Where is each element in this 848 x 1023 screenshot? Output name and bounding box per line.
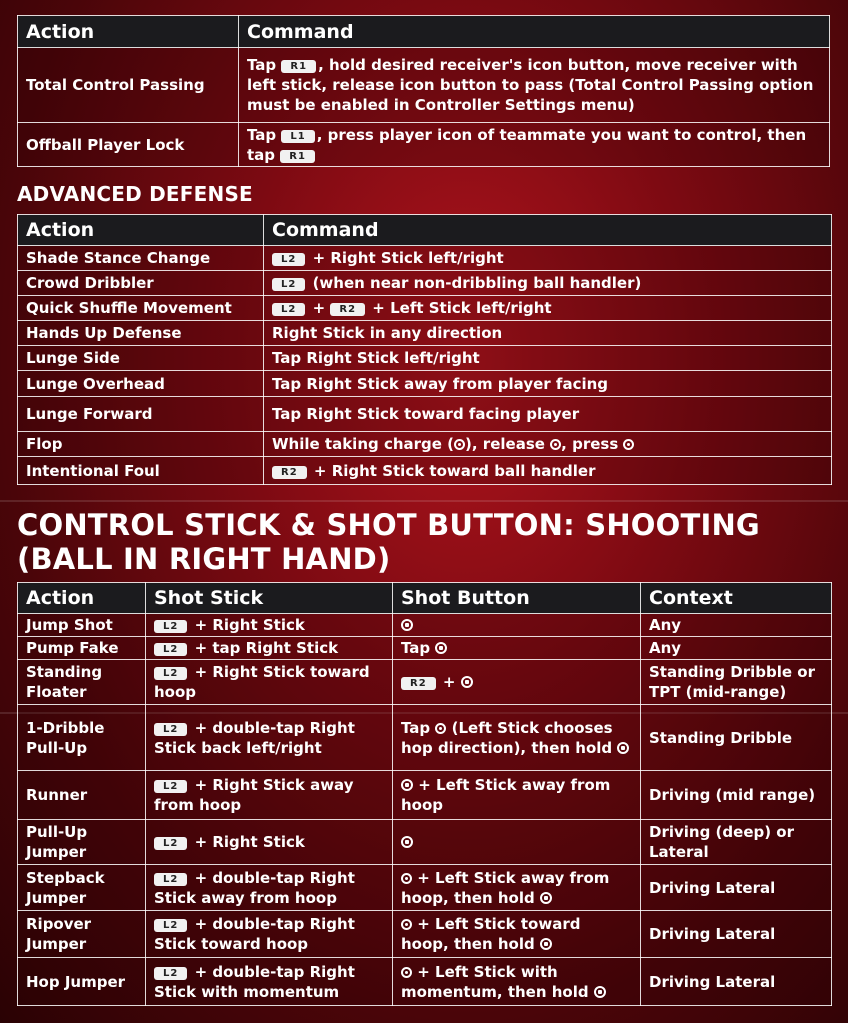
circle-button-icon (401, 919, 412, 930)
shooting-table (17, 582, 832, 1006)
action-cell: Stepback Jumper (18, 865, 146, 911)
table-row (18, 321, 832, 346)
command-cell: Tap Right Stick left/right (264, 346, 832, 371)
command-cell: L2 (when near non-dribbling ball handler) (264, 271, 832, 296)
l2-button-icon: L2 (154, 780, 187, 793)
circle-button-icon (401, 873, 412, 884)
table-row (18, 660, 832, 705)
table-row (18, 958, 832, 1006)
advanced-defense-table (17, 214, 832, 485)
col-header-action: Action (18, 583, 146, 614)
square-button-icon (540, 892, 552, 904)
action-cell: Crowd Dribbler (18, 271, 264, 296)
r1-button-icon: R1 (280, 150, 315, 163)
square-button-icon (401, 619, 413, 631)
shot-stick-cell: L2 + Right Stick toward hoop (146, 660, 393, 705)
context-cell: Driving Lateral (641, 865, 832, 911)
command-cell: R2 + Right Stick toward ball handler (264, 457, 832, 485)
context-cell: Standing Dribble or TPT (mid-range) (641, 660, 832, 705)
table-row (18, 346, 832, 371)
shot-button-cell: R2 + (393, 660, 641, 705)
square-button-icon (401, 779, 413, 791)
table-row (18, 911, 832, 958)
action-cell: Hands Up Defense (18, 321, 264, 346)
r2-button-icon: R2 (272, 466, 307, 479)
table-row (18, 246, 832, 271)
col-header-action: Action (18, 215, 264, 246)
shot-button-cell (393, 614, 641, 637)
title-line-2: (BALL IN RIGHT HAND) (17, 542, 391, 576)
table-row (18, 614, 832, 637)
square-button-icon (594, 986, 606, 998)
action-cell: Total Control Passing (18, 48, 239, 123)
table-row (18, 705, 832, 771)
table-row (18, 123, 830, 167)
context-cell: Any (641, 614, 832, 637)
action-cell: Pump Fake (18, 637, 146, 660)
action-cell: Quick Shuffle Movement (18, 296, 264, 321)
command-cell: Tap L1 , press player icon of teammate you want to control, then tap R1 (239, 123, 830, 167)
l2-button-icon: L2 (154, 837, 187, 850)
square-button-icon (401, 836, 413, 848)
table-row (18, 271, 832, 296)
action-cell: Lunge Overhead (18, 371, 264, 397)
col-header-command: Command (264, 215, 832, 246)
command-cell: Tap Right Stick toward facing player (264, 397, 832, 432)
action-cell: Jump Shot (18, 614, 146, 637)
action-cell: Ripover Jumper (18, 911, 146, 958)
l2-button-icon: L2 (272, 278, 305, 291)
context-cell: Driving (mid range) (641, 771, 832, 820)
l2-button-icon: L2 (154, 723, 187, 736)
col-header-action: Action (18, 16, 239, 48)
shot-button-cell: + Left Stick away from hoop, then hold (393, 865, 641, 911)
table-row (18, 371, 832, 397)
table-row (18, 48, 830, 123)
square-button-icon (540, 938, 552, 950)
table-row (18, 432, 832, 457)
circle-button-icon (401, 967, 412, 978)
shot-button-cell (393, 820, 641, 865)
shot-button-cell: Tap (Left Stick chooses hop direction), then hold (393, 705, 641, 771)
context-cell: Driving Lateral (641, 911, 832, 958)
command-cell: Tap R1 , hold desired receiver's icon button, move receiver with left stick, release icon button to pass (Total Control Passing option must be enabled in Controller Settings menu) (239, 48, 830, 123)
command-cell: Right Stick in any direction (264, 321, 832, 346)
section-title-advanced-defense: ADVANCED DEFENSE (17, 182, 253, 206)
action-cell: 1-Dribble Pull-Up (18, 705, 146, 771)
shot-stick-cell: L2 + double-tap Right Stick away from hoop (146, 865, 393, 911)
action-cell: Hop Jumper (18, 958, 146, 1006)
passing-table (17, 15, 830, 167)
action-cell: Intentional Foul (18, 457, 264, 485)
l2-button-icon: L2 (154, 967, 187, 980)
table-row (18, 457, 832, 485)
shot-stick-cell: L2 + Right Stick away from hoop (146, 771, 393, 820)
table-row (18, 820, 832, 865)
r1-button-icon: R1 (281, 60, 316, 73)
action-cell: Offball Player Lock (18, 123, 239, 167)
col-header-command: Command (239, 16, 830, 48)
command-cell: L2 + Right Stick left/right (264, 246, 832, 271)
context-cell: Driving (deep) or Lateral (641, 820, 832, 865)
action-cell: Standing Floater (18, 660, 146, 705)
table-row (18, 397, 832, 432)
shot-button-cell: + Left Stick with momentum, then hold (393, 958, 641, 1006)
l2-button-icon: L2 (154, 919, 187, 932)
section-title-shooting (17, 508, 760, 576)
table-row (18, 296, 832, 321)
l2-button-icon: L2 (154, 643, 187, 656)
action-cell: Runner (18, 771, 146, 820)
circle-button-icon (454, 439, 465, 450)
shot-stick-cell: L2 + tap Right Stick (146, 637, 393, 660)
circle-button-icon (435, 723, 446, 734)
shot-stick-cell: L2 + double-tap Right Stick with momentum (146, 958, 393, 1006)
table-row (18, 637, 832, 660)
shot-stick-cell: L2 + double-tap Right Stick toward hoop (146, 911, 393, 958)
context-cell: Any (641, 637, 832, 660)
l2-button-icon: L2 (272, 303, 305, 316)
col-header-shot-stick: Shot Stick (146, 583, 393, 614)
square-button-icon (435, 642, 447, 654)
command-cell: While taking charge ( ), release , press (264, 432, 832, 457)
l2-button-icon: L2 (154, 873, 187, 886)
context-cell: Standing Dribble (641, 705, 832, 771)
l2-button-icon: L2 (154, 620, 187, 633)
col-header-shot-button: Shot Button (393, 583, 641, 614)
shot-stick-cell: L2 + Right Stick (146, 820, 393, 865)
shot-stick-cell: L2 + double-tap Right Stick back left/right (146, 705, 393, 771)
shot-stick-cell: L2 + Right Stick (146, 614, 393, 637)
l1-button-icon: L1 (281, 130, 314, 143)
l2-button-icon: L2 (272, 253, 305, 266)
action-cell: Lunge Side (18, 346, 264, 371)
circle-button-icon (550, 439, 561, 450)
command-cell: L2 + R2 + Left Stick left/right (264, 296, 832, 321)
table-row (18, 771, 832, 820)
r2-button-icon: R2 (330, 303, 365, 316)
command-cell: Tap Right Stick away from player facing (264, 371, 832, 397)
title-line-1: CONTROL STICK & SHOT BUTTON: SHOOTING (17, 508, 760, 542)
circle-button-icon (623, 439, 634, 450)
r2-button-icon: R2 (401, 677, 436, 690)
shot-button-cell: + Left Stick toward hoop, then hold (393, 911, 641, 958)
l2-button-icon: L2 (154, 667, 187, 680)
shot-button-cell: + Left Stick away from hoop (393, 771, 641, 820)
action-cell: Shade Stance Change (18, 246, 264, 271)
action-cell: Flop (18, 432, 264, 457)
action-cell: Lunge Forward (18, 397, 264, 432)
square-button-icon (617, 742, 629, 754)
action-cell: Pull-Up Jumper (18, 820, 146, 865)
shot-button-cell: Tap (393, 637, 641, 660)
square-button-icon (461, 676, 473, 688)
context-cell: Driving Lateral (641, 958, 832, 1006)
col-header-context: Context (641, 583, 832, 614)
table-row (18, 865, 832, 911)
